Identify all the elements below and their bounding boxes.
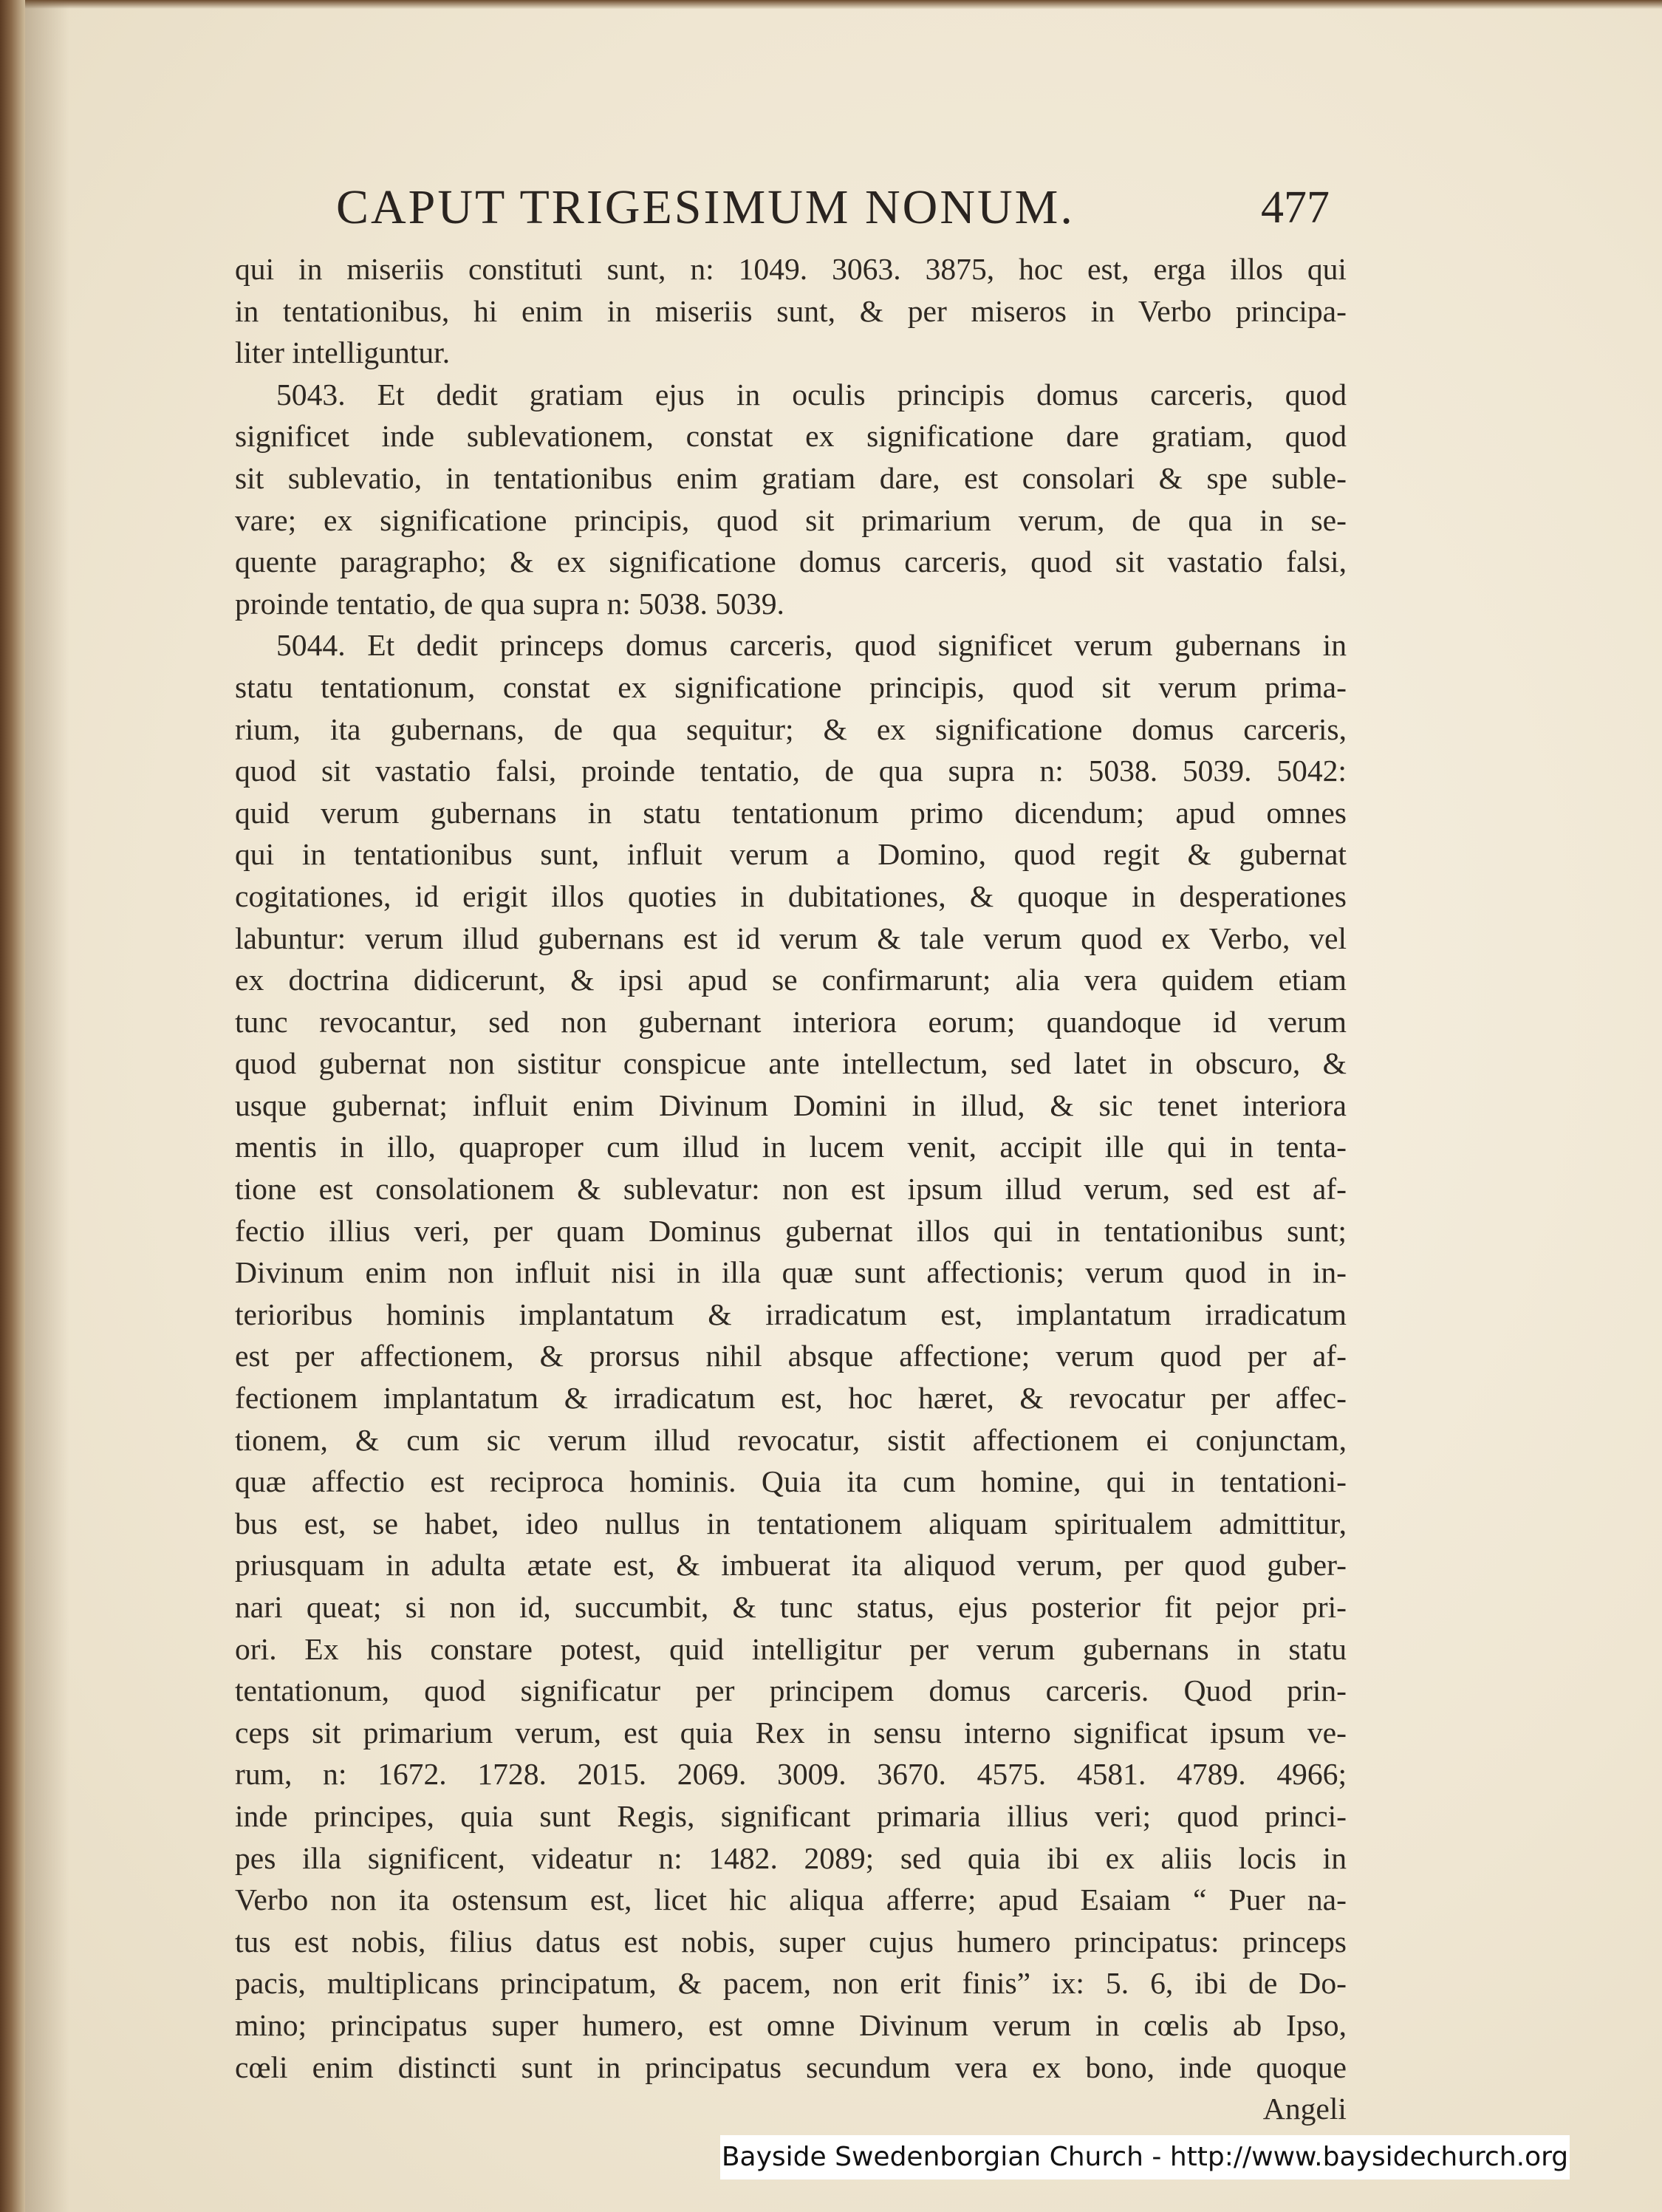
text-line: qui in tentationibus sunt, influit verum a Domino, quod regit & gubernat [235,837,1347,872]
text-line: tione est consolationem & sublevatur: non est ipsum illud verum, sed est af- [235,1172,1347,1206]
footer-credit: Bayside Swedenborgian Church - http://www.baysidechurch.org [720,2135,1570,2179]
text-line: proinde tentatio, de qua supra n: 5038. 5039. [235,586,784,621]
text-line: est per affectionem, & prorsus nihil absque affectione; verum quod per af- [235,1339,1347,1373]
text-line: vare; ex significatione principis, quod sit primarium verum, de qua in se- [235,502,1347,537]
text-line: tunc revocantur, sed non gubernant interiora eorum; quandoque id verum [235,1004,1347,1039]
text-line: quente paragrapho; & ex significatione domus carceris, quod sit vastatio falsi, [235,545,1347,579]
text-line: ori. Ex his constare potest, quid intelligitur per verum gubernans in statu [235,1631,1347,1666]
text-line: quæ affectio est reciproca hominis. Quia ita cum homine, qui in tentationi- [235,1464,1347,1499]
text-line: mino; principatus super humero, est omne Divinum verum in cœlis ab Ipso, [235,2007,1347,2042]
text-line: Divinum enim non influit nisi in illa quæ sunt affectionis; verum quod in in- [235,1255,1347,1290]
text-line: sit sublevatio, in tentationibus enim gratiam dare, est consolari & spe suble- [235,460,1347,495]
text-line: fectionem implantatum & irradicatum est, hoc hæret, & revocatur per affec- [235,1381,1347,1416]
text-line: quod sit vastatio falsi, proinde tentatio, de qua supra n: 5038. 5039. 5042: [235,754,1347,788]
text-line: quod gubernat non sistitur conspicue ante intellectum, sed latet in obscuro, & [235,1046,1347,1081]
text-line: tentationum, quod significatur per principem domus carceris. Quod prin- [235,1673,1347,1708]
running-title: CAPUT TRIGESIMUM NONUM. [336,180,1075,234]
text-line: ex doctrina didicerunt, & ipsi apud se confirmarunt; alia vera quidem etiam [235,963,1347,997]
text-line: ceps sit primarium verum, est quia Rex in sensu interno significat ipsum ve- [235,1715,1347,1750]
text-line: labuntur: verum illud gubernans est id verum & tale verum quod ex Verbo, vel [235,921,1347,955]
page-number: 477 [1261,182,1330,233]
text-line: rum, n: 1672. 1728. 2015. 2069. 3009. 3670. 4575. 4581. 4789. 4966; [235,1757,1347,1792]
text-line: usque gubernat; influit enim Divinum Domini in illud, & sic tenet interiora [235,1088,1347,1122]
text-line: nari queat; si non id, succumbit, & tunc status, ejus posterior fit pejor pri- [235,1590,1347,1624]
text-line: significet inde sublevationem, constat ex significatione dare gratiam, quod [235,419,1347,454]
text-line: terioribus hominis implantatum & irradicatum est, implantatum irradicatum [235,1297,1347,1331]
text-line: statu tentationum, constat ex significatione principis, quod sit verum prima- [235,669,1347,704]
text-line: Verbo non ita ostensum est, licet hic aliqua afferre; apud Esaiam “ Puer na- [235,1882,1347,1917]
text-line: cœli enim distincti sunt in principatus secundum vera ex bono, inde quoque [235,2049,1347,2084]
page-header [336,174,1330,241]
body-text [235,248,1347,2130]
catchword: Angeli [1262,2092,1347,2126]
text-line: fectio illius veri, per quam Dominus gubernat illos qui in tentationibus sunt; [235,1213,1347,1248]
text-line: 5043. Et dedit gratiam ejus in oculis principis domus carceris, quod [276,377,1347,412]
text-line: quid verum gubernans in statu tentationum primo dicendum; apud omnes [235,795,1347,830]
text-line: pes illa significent, videatur n: 1482. 2089; sed quia ibi ex aliis locis in [235,1840,1347,1875]
book-spine [0,0,25,2212]
text-line: mentis in illo, quaproper cum illud in lucem venit, accipit ille qui in tenta- [235,1130,1347,1164]
page-gutter-shadow [25,0,69,2212]
text-line: inde principes, quia sunt Regis, significant primaria illius veri; quod princi- [235,1798,1347,1833]
text-line: 5044. Et dedit princeps domus carceris, quod significet verum gubernans in [276,628,1347,663]
text-line: liter intelliguntur. [235,335,451,370]
text-line: qui in miseriis constituti sunt, n: 1049. 3063. 3875, hoc est, erga illos qui [235,252,1347,286]
text-line: pacis, multiplicans principatum, & pacem, non erit finis” ix: 5. 6, ibi de Do- [235,1966,1347,2001]
text-line: in tentationibus, hi enim in miseriis sunt, & per miseros in Verbo principa- [235,293,1347,328]
book-edge [0,0,1662,9]
text-line: bus est, se habet, ideo nullus in tentationem aliquam spiritualem admittitur, [235,1506,1347,1540]
text-line: rium, ita gubernans, de qua sequitur; & ex significatione domus carceris, [235,711,1347,746]
text-line: cogitationes, id erigit illos quoties in dubitationes, & quoque in desperationes [235,878,1347,913]
text-line: tus est nobis, filius datus est nobis, super cujus humero principatus: princeps [235,1924,1347,1959]
text-line: tionem, & cum sic verum illud revocatur, sistit affectionem ei conjunctam, [235,1422,1347,1457]
text-line: priusquam in adulta ætate est, & imbuerat ita aliquod verum, per quod guber- [235,1548,1347,1583]
